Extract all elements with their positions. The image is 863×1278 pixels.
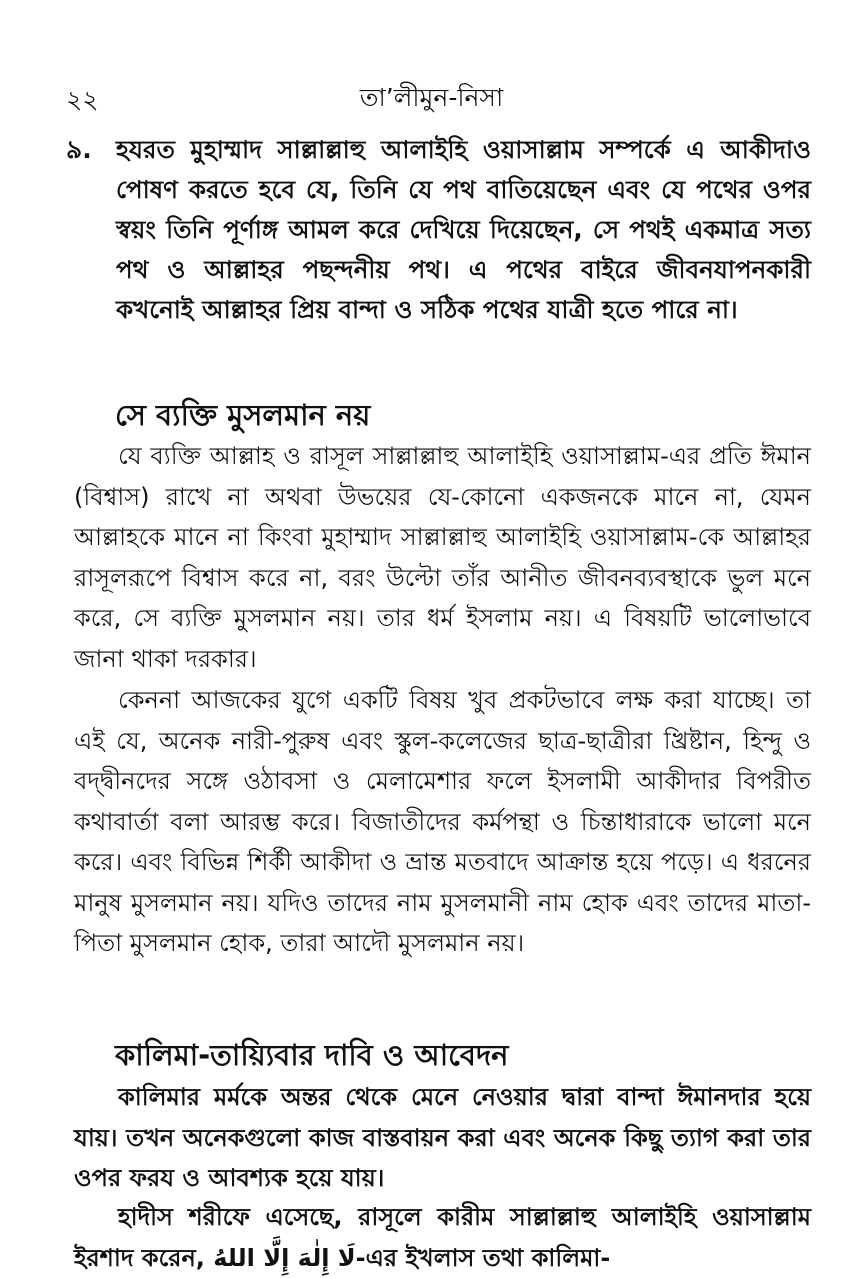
item-text: হযরত মুহাম্মাদ সাল্লাল্লাহু আলাইহি ওয়াসাল্লাম সম্পর্কে এ আকীদাও পোষণ করতে হবে যে, তিনি যে পথ বাতিয়েছেন এবং যে পথের ওপর স্বয়ং তিনি পূর্ণাঙ্গ আমল করে দেখিয়ে দিয়েছেন, সে পথই একমাত্র সত্য পথ ও আল্লাহর পছন্দনীয় পথ। এ পথের বাইরে জীবনযাপনকারী কখনোই আল্লাহর প্রিয় বান্দা ও সঠিক পথের যাত্রী হতে পারে না। — [116, 135, 811, 324]
paragraph: কালিমার মর্মকে অন্তর থেকে মেনে নেওয়ার দ্বারা বান্দা ঈমানদার হয়ে যায়। তখন অনেকগুলো কাজ বাস্তবায়ন করা এবং অনেক কিছু ত্যাগ করা তার ওপর ফরয ও আবশ্যক হয়ে যায়। — [74, 1083, 811, 1192]
item-number: ৯. — [66, 135, 92, 164]
paragraph: হাদীস শরীফে এসেছে, রাসূলে কারীম সাল্লাল্লাহু আলাইহি ওয়াসাল্লাম ইরশাদ করেন, لَا إِلٰهَ إِلَّا اللهُ-এর ইখলাস তথা কালিমা- — [74, 1203, 811, 1272]
paragraph: কেননা আজকের যুগে একটি বিষয় খুব প্রকটভাবে লক্ষ করা যাচ্ছে। তা এই যে, অনেক নারী-পুরুষ এবং স্কুল-কলেজের ছাত্র-ছাত্রীরা খ্রিষ্টান, হিন্দু ও বদ্‌দ্বীনদের সঙ্গে ওঠাবসা ও মেলামেশার ফলে ইসলামী আকীদার বিপরীত কথাবার্তা বলা আরম্ভ করে। বিজাতীদের কর্মপন্থা ও চিন্তাধারাকে ভালো মনে করে। এবং বিভিন্ন শির্কী আকীদা ও ভ্রান্ত মতবাদে আক্রান্ত হয়ে পড়ে। এ ধরনের মানুষ মুসলমান নয়। যদিও তাদের নাম মুসলমানী নাম হোক এবং তাদের মাতা-পিতা মুসলমান হোক, তারা আদৌ মুসলমান নয়। — [74, 686, 811, 957]
paragraph: যে ব্যক্তি আল্লাহ ও রাসূল সাল্লাল্লাহু আলাইহি ওয়াসাল্লাম-এর প্রতি ঈমান (বিশ্বাস) রাখে না অথবা উভয়ের যে-কোনো একজনকে মানে না, যেমন আল্লাহকে মানে না কিংবা মুহাম্মাদ সাল্লাল্লাহু আলাইহি ওয়াসাল্লাম-কে আল্লাহর রাসূলরূপে বিশ্বাস করে না, বরং উল্টো তাঁর আনীত জীবনব্যবস্থাকে ভুল মনে করে, সে ব্যক্তি মুসলমান নয়। তার ধর্ম ইসলাম নয়। এ বিষয়টি ভালোভাবে জানা থাকা দরকার। — [74, 442, 811, 673]
section-heading-not-muslim: সে ব্যক্তি মুসলমান নয় — [115, 398, 371, 432]
list-item-9 — [66, 130, 811, 330]
page-number: ২২ — [66, 85, 99, 114]
running-title: তা’লীমুন-নিসা — [359, 83, 504, 112]
section-heading-kalima: কালিমা-তায়্যিবার দাবি ও আবেদন — [115, 1038, 509, 1072]
